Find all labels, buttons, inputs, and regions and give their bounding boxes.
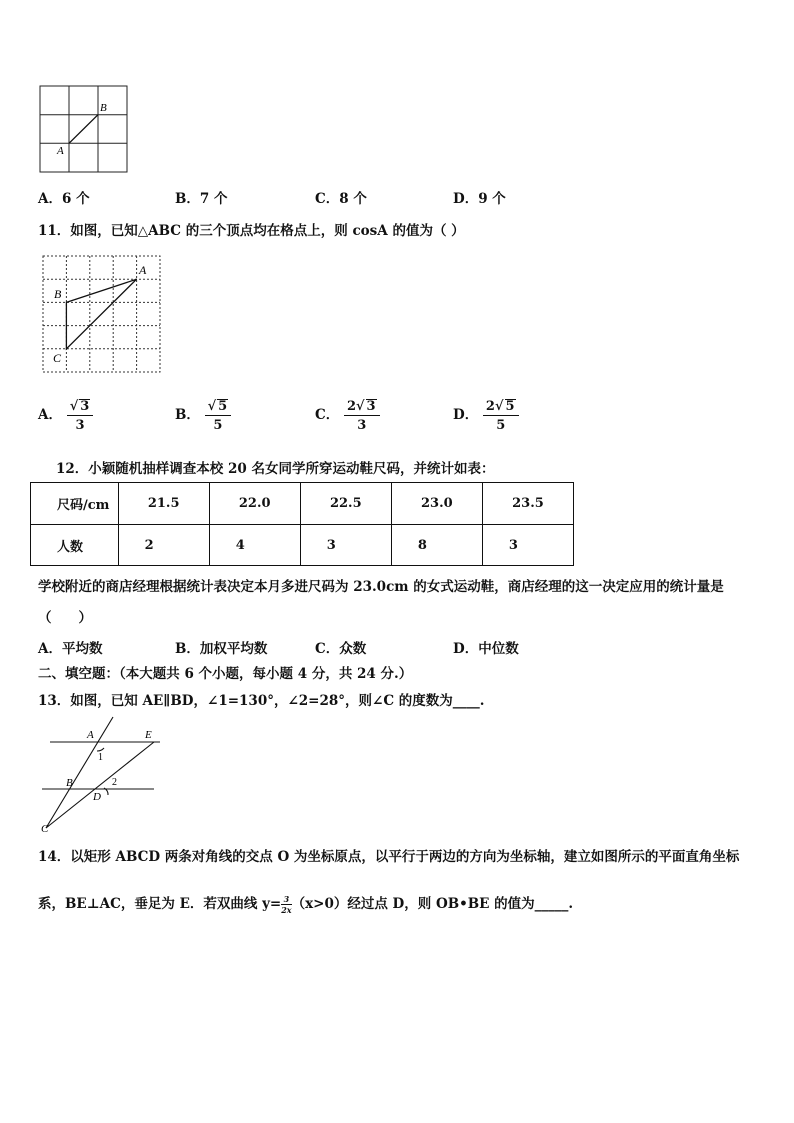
label-c: C — [53, 351, 62, 365]
triangle-abc — [66, 279, 136, 349]
option-letter: A． — [38, 407, 62, 423]
q12-stats-table — [30, 482, 574, 566]
table-cell: 8 — [391, 525, 482, 566]
option-letter: B． — [175, 407, 200, 423]
label-a: A — [87, 729, 94, 741]
radicand: 5 — [218, 399, 228, 414]
q13-parallel-lines-figure — [36, 715, 166, 835]
fraction: $\frac{√ 3}{3}$ — [67, 399, 94, 432]
label-e: E — [145, 729, 152, 741]
q12-option-d: D．中位数 — [453, 641, 519, 657]
table-cell: 22.5 — [300, 483, 391, 525]
q14-text-part2: （x>0）经过点 D，则 OB•BE 的值为_____. — [291, 896, 574, 912]
denominator: 3 — [357, 418, 367, 433]
coefficient: 2 — [485, 399, 495, 414]
table-cell: 3 — [300, 525, 391, 566]
option-letter: D． — [453, 407, 479, 423]
label-b: B — [66, 777, 73, 789]
q13-stem: 13．如图，已知 AE∥BD，∠1=130°，∠2=28°，则∠C 的度数为____. — [38, 693, 485, 709]
label-b: B — [54, 287, 62, 301]
denominator: 5 — [496, 418, 506, 433]
fraction: $\frac{2√ 5}{5}$ — [483, 399, 519, 432]
denominator: 5 — [213, 418, 223, 433]
q11-option-a — [38, 399, 93, 432]
denominator: 2x — [281, 905, 292, 915]
q11-option-d — [453, 399, 519, 432]
q10-option-a: A．6 个 — [38, 191, 90, 207]
q12-option-c: C．众数 — [315, 641, 367, 657]
q12-option-a: A．平均数 — [38, 641, 103, 657]
q10-option-c: C．8 个 — [315, 191, 367, 207]
q12-option-b: B．加权平均数 — [175, 641, 268, 657]
q12-continuation: 学校附近的商店经理根据统计表决定本月多进尺码为 23.0cm 的女式运动鞋，商店经理的这一决定应用的统计量是 — [38, 579, 724, 595]
row-header-count: 人数 — [31, 525, 119, 566]
table-cell: 23.5 — [482, 483, 573, 525]
fraction: $\frac{√ 5}{5}$ — [205, 399, 232, 432]
label-angle-1: 1 — [98, 752, 103, 763]
q11-triangle-figure — [40, 253, 164, 375]
radicand: 3 — [80, 399, 90, 414]
table-row — [31, 525, 574, 566]
q14-stem-line1: 14．以矩形 ABCD 两条对角线的交点 O 为坐标原点，以平行于两边的方向为坐标轴，建立如图所示的平面直角坐标 — [38, 849, 740, 865]
q14-stem-line2 — [38, 892, 573, 914]
denominator: 3 — [75, 418, 85, 433]
table-cell: 4 — [209, 525, 300, 566]
label-d: D — [93, 791, 101, 803]
label-b: B — [100, 102, 107, 114]
label-angle-2: 2 — [112, 777, 117, 788]
table-cell: 2 — [118, 525, 209, 566]
section-heading-fill-blank: 二、填空题：（本大题共 6 个小题，每小题 4 分，共 24 分.） — [38, 666, 413, 682]
table-cell: 22.0 — [209, 483, 300, 525]
segment-ab — [69, 115, 98, 144]
q11-option-b — [175, 399, 231, 432]
label-c: C — [41, 823, 49, 835]
q14-text-part1: 系，BE⊥AC，垂足为 E．若双曲线 y= — [38, 896, 282, 912]
radicand: 5 — [505, 399, 515, 414]
q11-stem: 11．如图，已知△ABC 的三个顶点均在格点上，则 cosA 的值为（ ） — [38, 223, 465, 239]
q10-option-b: B．7 个 — [175, 191, 228, 207]
table-cell: 3 — [482, 525, 573, 566]
q12-stem: 12．小颖随机抽样调查本校 20 名女同学所穿运动鞋尺码，并统计如表： — [56, 461, 495, 477]
label-a: A — [57, 145, 64, 157]
fraction: $\frac{2√ 3}{3}$ — [344, 399, 380, 432]
row-header-size: 尺码/cm — [31, 483, 119, 525]
line-ca — [46, 717, 113, 828]
table-cell: 23.0 — [391, 483, 482, 525]
label-a: A — [139, 263, 147, 277]
radicand: 3 — [366, 399, 376, 414]
numerator: 3 — [281, 895, 291, 905]
option-letter: C． — [315, 407, 340, 423]
table-cell: 21.5 — [118, 483, 209, 525]
q11-option-c — [315, 399, 380, 432]
q12-answer-paren: （ ） — [38, 610, 92, 626]
q10-option-d: D．9 个 — [453, 191, 506, 207]
q10-grid-figure — [38, 84, 133, 176]
q14-fraction — [281, 895, 291, 914]
angle-1-arc — [97, 748, 104, 751]
table-row — [31, 483, 574, 525]
coefficient: 2 — [346, 399, 356, 414]
